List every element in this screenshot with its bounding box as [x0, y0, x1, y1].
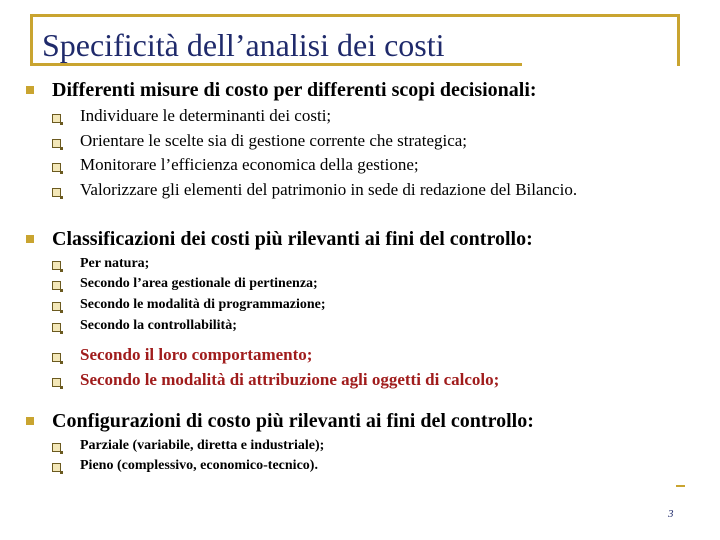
section-3-item: Pieno (complessivo, economico-tecnico). — [80, 458, 318, 473]
section-2-highlighted-item: Secondo il loro comportamento; — [80, 345, 313, 364]
slide-title: Specificità dell’analisi dei costi — [42, 27, 445, 63]
checkbox-bullet-icon — [52, 463, 61, 472]
section-1-item: Valorizzare gli elementi del patrimonio in sede di redazione del Bilancio. — [80, 180, 578, 199]
square-bullet-icon — [26, 235, 34, 243]
corner-accent — [676, 485, 685, 487]
section-2-item: Per natura; — [80, 256, 150, 271]
title-frame-left — [30, 14, 33, 66]
checkbox-bullet-icon — [52, 139, 61, 148]
square-bullet-icon — [26, 417, 34, 425]
checkbox-bullet-icon — [52, 353, 61, 362]
checkbox-bullet-icon — [52, 114, 61, 123]
section-2-item: Secondo l’area gestionale di pertinenza; — [80, 276, 318, 291]
square-bullet-icon — [26, 86, 34, 94]
section-1-item: Orientare le scelte sia di gestione corrente che strategica; — [80, 131, 468, 150]
checkbox-bullet-icon — [52, 188, 61, 197]
section-2-heading: Classificazioni dei costi più rilevanti ai fini del controllo: — [52, 228, 533, 250]
section-1-heading: Differenti misure di costo per differenti scopi decisionali: — [52, 79, 537, 101]
section-2-item: Secondo le modalità di programmazione; — [80, 297, 326, 312]
title-underline — [30, 63, 522, 66]
title-frame-top — [30, 14, 680, 17]
checkbox-bullet-icon — [52, 261, 61, 270]
section-2-item: Secondo la controllabilità; — [80, 318, 237, 333]
checkbox-bullet-icon — [52, 323, 61, 332]
section-3-item: Parziale (variabile, diretta e industriale); — [80, 438, 325, 453]
title-frame-right — [677, 14, 680, 66]
page-number: 3 — [668, 508, 674, 520]
section-1-item: Individuare le determinanti dei costi; — [80, 106, 332, 125]
checkbox-bullet-icon — [52, 302, 61, 311]
checkbox-bullet-icon — [52, 281, 61, 290]
section-3-heading: Configurazioni di costo più rilevanti ai fini del controllo: — [52, 410, 534, 432]
checkbox-bullet-icon — [52, 378, 61, 387]
checkbox-bullet-icon — [52, 163, 61, 172]
section-2-highlighted-item: Secondo le modalità di attribuzione agli oggetti di calcolo; — [80, 370, 500, 389]
section-1-item: Monitorare l’efficienza economica della gestione; — [80, 155, 419, 174]
checkbox-bullet-icon — [52, 443, 61, 452]
